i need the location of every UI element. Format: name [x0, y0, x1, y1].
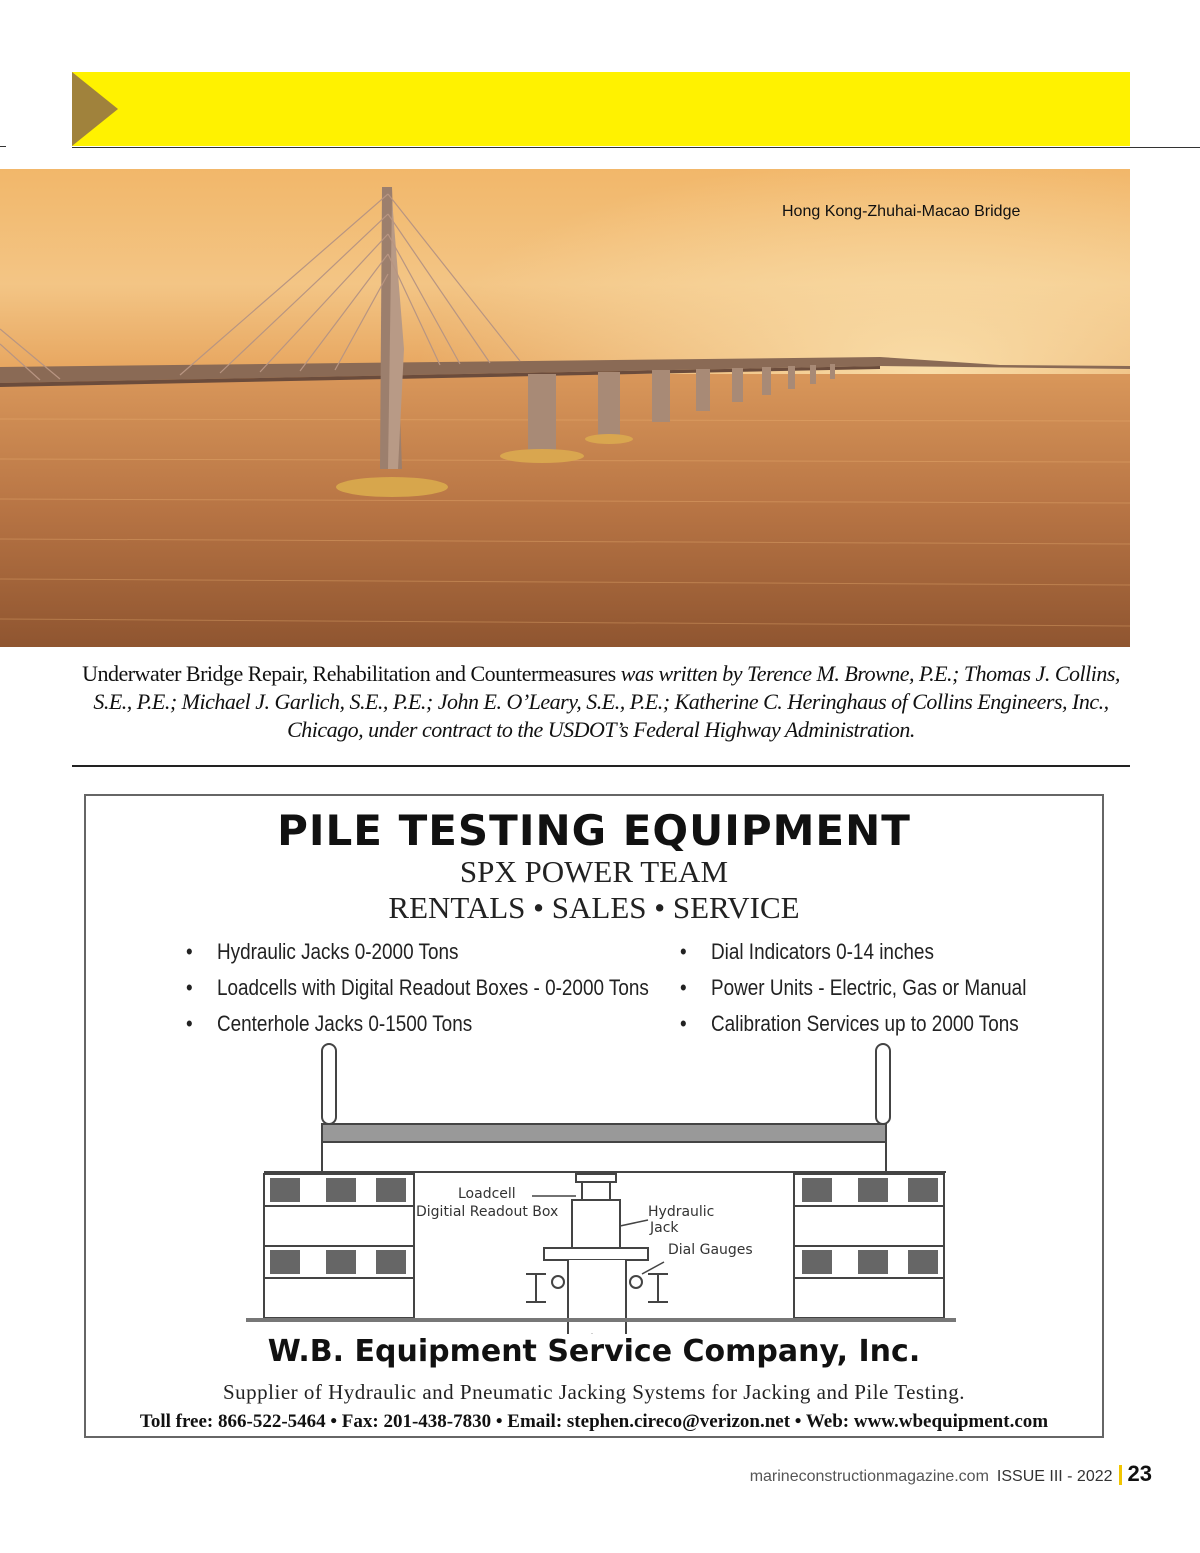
label-loadcell: Loadcell [458, 1186, 516, 1202]
section-divider [72, 765, 1130, 767]
ad-list-left [186, 934, 649, 1042]
list-item: • Loadcells with Digital Readout Boxes - 0-2000 Tons [186, 975, 649, 1000]
arrow-icon [72, 72, 118, 146]
contact-info: Toll free: 866-522-5464 • Fax: 201-438-7830 • Email: stephen.cireco@verizon.net • Web: www.wbequipment.com [139, 1411, 1049, 1432]
ad-title: PILE TESTING EQUIPMENT [277, 806, 911, 855]
photo-caption: Hong Kong-Zhuhai-Macao Bridge [782, 203, 1021, 220]
list-item: • Hydraulic Jacks 0-2000 Tons [186, 939, 459, 964]
label-jack: Jack [650, 1220, 679, 1236]
company-name: W.B. Equipment Service Company, Inc. [267, 1334, 921, 1369]
footer-site: marineconstructionmagazine.com [749, 1468, 989, 1485]
crop-mark [0, 146, 6, 147]
ad-subtitle-services: RENTALS • SALES • SERVICE [388, 890, 800, 925]
section-banner [72, 72, 1130, 146]
page-number: 23 [1127, 1461, 1152, 1486]
ad-subtitle-brand: SPX POWER TEAM [459, 854, 729, 889]
bridge-photo [0, 169, 1130, 647]
article-credit [72, 660, 1130, 744]
footer-accent-bar [1119, 1465, 1122, 1485]
label-readout-box: Digitial Readout Box [416, 1204, 559, 1220]
footer-issue: ISSUE III - 2022 [996, 1468, 1113, 1485]
ad-list-right [680, 934, 1026, 1042]
list-item: • Centerhole Jacks 0-1500 Tons [186, 1011, 473, 1036]
list-item: • Dial Indicators 0-14 inches [680, 939, 934, 964]
label-dial-gauges: Dial Gauges [668, 1242, 753, 1258]
label-hydraulic: Hydraulic [648, 1204, 715, 1220]
list-item: • Power Units - Electric, Gas or Manual [680, 975, 1027, 1000]
credit-text: was written by Terence M. Browne, P.E.; Thomas J. Collins, S.E., P.E.; Michael J. Garlich, S.E., P.E.; John E. O’Leary, S.E., P.E.; Katherine C. Heringhaus of Collins Engineers, Inc., Chicago, under contract to the USDOT’s Federal Highway Administration. [93, 661, 1120, 742]
pile-test-diagram [236, 1034, 956, 1334]
banner-rule [72, 147, 1200, 148]
list-item: • Calibration Services up to 2000 Tons [680, 1011, 1019, 1036]
credit-title: Underwater Bridge Repair, Rehabilitation and Countermeasures [82, 661, 616, 686]
advertisement [84, 794, 1104, 1438]
supplier-tagline: Supplier of Hydraulic and Pneumatic Jacking Systems for Jacking and Pile Testing. [222, 1380, 966, 1404]
page-footer [750, 1461, 1152, 1487]
